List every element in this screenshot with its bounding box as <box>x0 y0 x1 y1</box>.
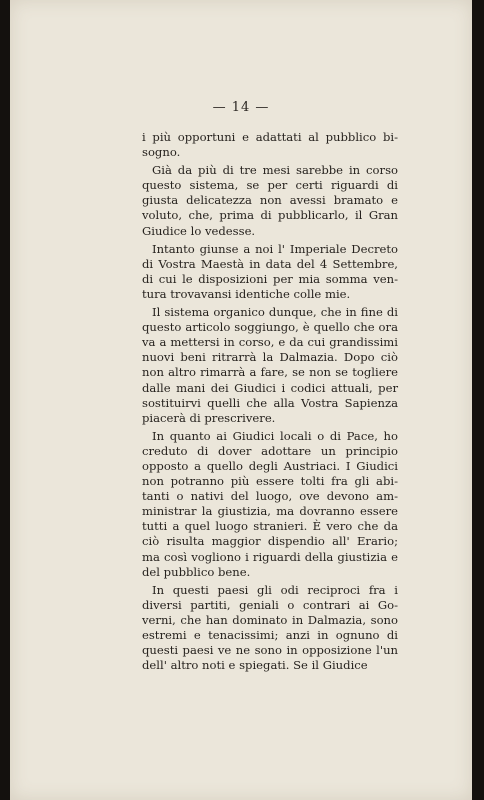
page-number: — 14 — <box>212 100 270 115</box>
paragraph: In quanto ai Giudici locali o di Pace, ho creduto di dover adottare un principio opposto a quello degli Austriaci. I Giudici non potranno più essere tolti fra gli abitanti o nativi del luogo, ove devono amministrar la giustizia, ma dovranno essere tutti a quel luogo stranieri. È vero che da ciò risulta maggior dispendio all' Erario; ma così vogliono i riguardi della giustizia e del pubblico bene. <box>142 428 398 579</box>
paragraph: Già da più di tre mesi sarebbe in corso questo sistema, se per certi riguardi di giusta delicatezza non avessi bramato e voluto, che, prima di pubblicarlo, il Gran Giudice lo vedesse. <box>142 163 398 238</box>
paragraph: Intanto giunse a noi l' Imperiale Decreto di Vostra Maestà in data del 4 Settembre, di cui le disposizioni per mia somma ventura trovavansi identiche colle mie. <box>142 241 398 301</box>
paragraph: Il sistema organico dunque, che in fine di questo articolo soggiungo, è quello che ora va a mettersi in corso, e da cui grandissimi nuovi beni ritrarrà la Dalmazia. Dopo ciò non altro rimarrà a fare, se non se togliere dalle mani dei Giudici i codici attuali, per sostituirvi quelli che alla Vostra Sapienza piacerà di prescrivere. <box>142 305 398 425</box>
book-page <box>10 0 472 800</box>
body-text <box>142 130 398 676</box>
paragraph: i più opportuni e adattati al pubblico bisogno. <box>142 130 398 160</box>
paragraph: In questi paesi gli odi reciproci fra i diversi partiti, geniali o contrari ai Governi, che han dominato in Dalmazia, sono estremi e tenacissimi; anzi in ognuno di questi paesi ve ne sono in opposizione l'un dell' altro noti e spiegati. Se il Giudice <box>142 582 398 673</box>
